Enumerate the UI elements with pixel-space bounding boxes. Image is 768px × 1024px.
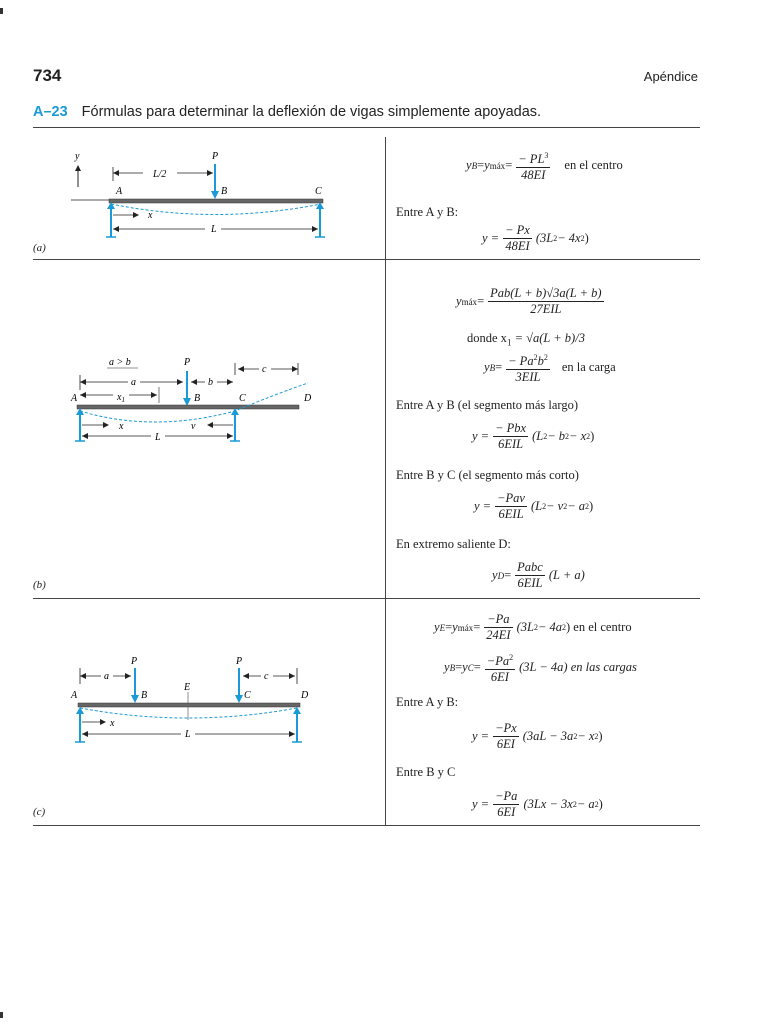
table-caption (33, 104, 541, 120)
label-P: P (184, 357, 191, 368)
label-L2: L/2 (153, 169, 167, 180)
divider-a (385, 137, 386, 260)
label-B: B (194, 393, 201, 404)
formula-b1: y máx = $\frac{\text{Pab(L + b)√3a(L + b)}}{\text{27EIL}}$ (456, 286, 602, 316)
label-x1: $x_1$ (117, 392, 125, 404)
beam-diagram-a (33, 137, 383, 260)
table-title: Fórmulas para determinar la deflexión de vigas simplemente apoyadas. (81, 104, 542, 120)
beam-a (109, 199, 323, 203)
label-E: E (184, 682, 191, 693)
rule-top (33, 127, 700, 128)
note-between-ab-b: Entre A y B (el segmento más largo) (396, 398, 579, 412)
panel-label-a: (a) (33, 242, 46, 254)
beam-diagram-c (33, 650, 383, 755)
formula-b4: y = $\frac{\text{− Pbx}}{\text{6EIL}}$ (L 2 − b 2 − x 2 ) (472, 421, 595, 451)
label-x: x (119, 421, 124, 432)
beam-b (77, 405, 299, 409)
label-a: a (131, 377, 136, 388)
label-c: c (264, 671, 269, 682)
note-overhang: En extremo saliente D: (396, 537, 511, 551)
label-B: B (221, 186, 228, 197)
label-b: b (208, 377, 213, 388)
edge-mark-top (0, 8, 3, 14)
label-y: y (75, 151, 80, 162)
formula-a1: y B = y máx = $\frac{- PL^3}{48EI}$ en el centro (466, 148, 623, 183)
label-v: v (191, 421, 196, 432)
formula-c2: y B = y C = $\frac{-Pa^2}{6EI}$ (3L − 4a) en las cargas (444, 650, 637, 685)
divider-b (385, 259, 386, 599)
note-between-ab-c: Entre A y B: (396, 695, 459, 709)
label-x: x (148, 210, 153, 221)
label-B: B (141, 690, 148, 701)
label-A: A (116, 186, 123, 197)
formula-c3: y = $\frac{-Px}{6EI}$ (3aL − 3a 2 − x 2 ) (472, 721, 603, 751)
label-C: C (315, 186, 322, 197)
label-L: L (211, 224, 217, 235)
formula-b2: donde $x_1 = √a(L + b)/3$ (467, 331, 585, 348)
label-x: x (110, 718, 115, 729)
formula-b5: y = $\frac{\text{−Pav}}{\text{6EIL}}$ (L 2 − v 2 − a 2 ) (474, 491, 594, 521)
label-c: c (262, 364, 267, 375)
label-C: C (244, 690, 251, 701)
table-number: A–23 (33, 104, 68, 120)
formula-b6: y D = $\frac{\text{Pabc}}{\text{6EIL}}$ (L + a) (492, 560, 585, 590)
note-between-bc-b: Entre B y C (el segmento más corto) (396, 468, 579, 482)
page-number: 734 (33, 66, 62, 85)
section-title: Apéndice (643, 69, 698, 84)
beam-diagram-b (33, 345, 383, 455)
panel-label-b: (b) (33, 579, 46, 591)
label-C: C (239, 393, 246, 404)
note-between-bc-c: Entre B y C (396, 765, 456, 779)
formula-c1: y E = y máx = $\frac{-Pa}{24EI}$ (3L 2 − 4a 2 ) en el centro (434, 612, 632, 642)
label-P2: P (236, 656, 243, 667)
label-D: D (301, 690, 309, 701)
note-between-ab-a: Entre A y B: (396, 205, 459, 219)
label-a: a (104, 671, 109, 682)
divider-c (385, 598, 386, 826)
label-P1: P (131, 656, 138, 667)
panel-label-c: (c) (33, 806, 46, 818)
formula-c4: y = $\frac{-Pa}{6EI}$ (3Lx − 3x 2 − a 2 ) (472, 789, 603, 819)
label-L: L (185, 729, 191, 740)
label-agtb: a > b (109, 357, 131, 368)
beam-c (78, 703, 300, 707)
label-A: A (71, 393, 78, 404)
label-D: D (304, 393, 312, 404)
edge-mark-bottom (0, 1012, 3, 1018)
label-A: A (71, 690, 78, 701)
rule-bottom (33, 825, 700, 826)
label-L: L (155, 432, 161, 443)
label-P: P (212, 151, 219, 162)
formula-b3: y B = $\frac{- Pa^2b^2}{\text{3EIL}}$ en la carga (484, 350, 616, 385)
formula-a2: y = $\frac{- Px}{48EI}$ (3L 2 − 4x 2 ) (482, 223, 589, 253)
rule-bc (33, 598, 700, 599)
